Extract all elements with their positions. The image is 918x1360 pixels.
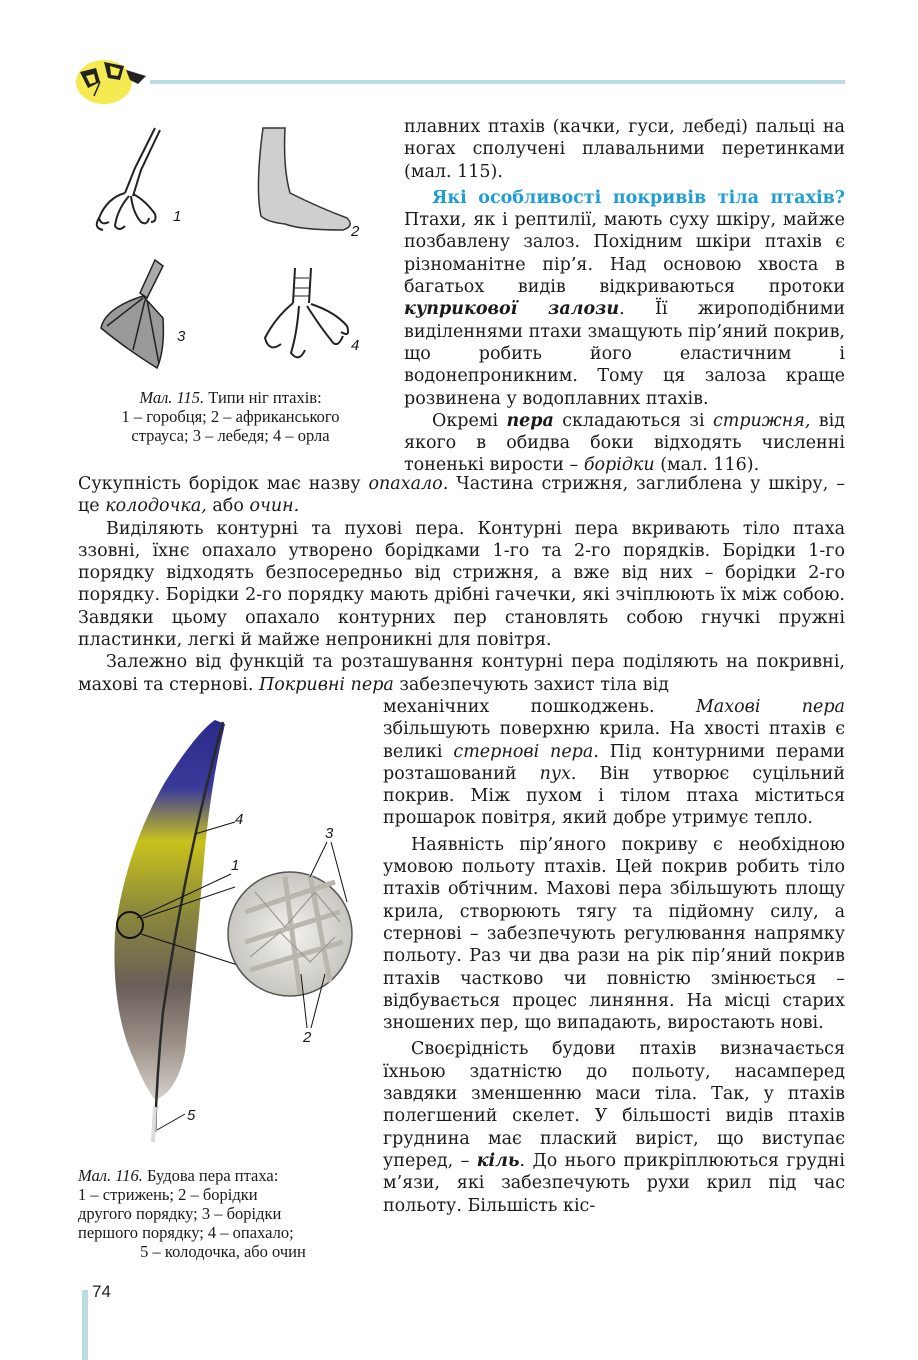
paragraph-feather-parts: Окремі пера складаються зі стрижня, від якого в обидва боки відходять численні тоненькі вирости – борідки (мал. 116).: [404, 410, 845, 476]
paragraph-flight-adaptations: Своєрідність будови птахів визначається їхньою здатністю до польоту, насамперед завдяки зменшенню маси тіла. Так, у птахів полегшений скелет. У більшості видів птахів груднина має плаский виріст, що виступає уперед, – кіль. До нього прикріплюються грудні м’язи, які забезпечують рухи крил під час польоту. Більшість кіс-: [383, 1039, 846, 1216]
fig115-label-2: 2: [351, 223, 360, 240]
term-down: пух: [539, 763, 571, 784]
page-number: 74: [92, 1282, 111, 1301]
eagle-foot-drawing: [265, 268, 348, 357]
term-flight-feathers: Махові пера: [695, 697, 845, 717]
sparrow-foot-drawing: [97, 128, 160, 230]
feather-quill-shape: [153, 1107, 155, 1142]
term-quill: очин.: [249, 496, 300, 517]
paragraph-contour-down: Виділяють контурні та пухові пера. Контурні пера вкривають тіло птаха ззовні, їхнє опахало утворено борідками 1-го та 2-го порядків. Борідки 1-го порядку відходять безпосередньо від стрижня, а вже від них – борідки 2-го порядку. Борідки 2-го порядку мають дрібні гачечки, які зчіплюють їх між собою. Завдяки цьому опахало контурних пер становлять собою гнучкі пружні пластинки, легкі й майже непроникні для повітря.: [78, 518, 845, 651]
fig115-caption-label: Мал. 115.: [139, 388, 205, 407]
paragraph-plumage-flight: Наявність пір’яного покриву є необхідною умовою польоту птахів. Цей покрив робить тіло птахів обтічним. Махові пера збільшують площу крила, створюють тягу та підйомну силу, а стернові – забезпечують регулювання напрямку польоту. Раз чи два рази на рік пір’яний покрив птахів частково чи повністю змінюється – відбувається процес линяння. На місці старих зношених пер, що випадають, виростають нові.: [383, 834, 845, 1034]
fig116-caption-line-2: 1 – стрижень; 2 – борідки: [78, 1185, 258, 1204]
full-width-block: [78, 473, 845, 696]
header-rule: [150, 80, 845, 84]
fig115-caption-line-2: 1 – горобця; 2 – африканського: [121, 407, 340, 426]
footer-side-bar: [82, 1290, 88, 1360]
term-uropygial-gland: куприкової залози: [404, 299, 620, 320]
term-keel: кіль: [476, 1150, 520, 1171]
term-calamus: колодочка,: [105, 496, 207, 517]
fig115-label-3: 3: [177, 328, 186, 345]
butterfly-logo-icon: [70, 50, 150, 105]
figure-115-bird-feet: [85, 118, 385, 388]
fig115-label-1: 1: [173, 208, 182, 225]
paragraph-flight-tail-down: механічних пошкоджень. Махові пера збільшують поверхню крила. На хвості птахів є великі стернові пера. Під контурними перами розташований пух. Він утворює суцільний покрив. Між пухом і тілом птаха міститься прошарок повітря, який добре утримує тепло.: [383, 697, 846, 829]
fig116-label-1: 1: [231, 857, 240, 874]
fig116-label-5: 5: [187, 1107, 196, 1124]
fig115-caption: [78, 388, 383, 445]
paragraph-integument: Які особливості покривів тіла птахів? Птахи, як і рептилії, мають суху шкіру, майже позбавлену залоз. Похідним шкіри птахів є різноманітне пір’я. Над основою хвоста в багатьох видів відкриваються протоки куприкової залози. Її жироподібними виділеннями птахи змащують пір’яний покрив, що робить його еластичним і водонепроникним. Тому ця залоза краще розвинена у водоплавних птахів.: [404, 187, 845, 409]
fig116-label-2: 2: [303, 1029, 312, 1046]
paragraph-feather-types: Залежно від функцій та розташування контурні пера поділяють на покривні, махові та стернові. Покривні пера забезпечують захист тіла від: [78, 652, 845, 695]
term-covert-feathers: Покривні пера: [258, 674, 394, 695]
fig115-caption-line-3: страуса; 3 – лебедя; 4 – орла: [131, 426, 330, 445]
swan-foot-drawing: [101, 260, 163, 368]
term-tail-feathers: стернові пера: [453, 741, 594, 762]
term-feathers: пера: [506, 410, 554, 431]
figure-116-feather: [85, 712, 375, 1167]
fig116-label-3: 3: [325, 825, 334, 842]
fig116-caption-line-5: 5 – колодочка, або очин: [140, 1242, 306, 1261]
paragraph-webbed-toes: плавних птахів (качки, гуси, лебеді) пальці на ногах сполучені плавальними перетинками (мал. 115).: [404, 117, 845, 182]
fig116-caption-line-3: другого порядку; 3 – борідки: [78, 1204, 282, 1223]
ostrich-foot-drawing: [258, 128, 350, 230]
section-heading-integument: Які особливості покривів тіла птахів?: [432, 187, 845, 208]
fig116-caption-line-4: першого порядку; 4 – опахало;: [78, 1223, 294, 1242]
paragraph-vane-calamus: Сукупність борідок має назву опахало. Частина стрижня, заглиблена у шкіру, – це колодочка, або очин.: [78, 474, 845, 517]
term-barbs: борідки: [583, 455, 655, 476]
fig116-caption-label: Мал. 116.: [78, 1166, 143, 1185]
fig116-label-4: 4: [235, 811, 244, 828]
fig116-caption: [78, 1166, 368, 1261]
right-column-bottom: [383, 696, 845, 1217]
right-column-top: [404, 116, 845, 477]
term-shaft: стрижня,: [712, 410, 811, 431]
fig115-caption-line-1: Типи ніг птахів:: [204, 388, 322, 407]
fig115-label-4: 4: [351, 337, 360, 354]
fig116-caption-line-1: Будова пера птаха:: [142, 1166, 279, 1185]
term-vane: опахало.: [368, 474, 449, 494]
